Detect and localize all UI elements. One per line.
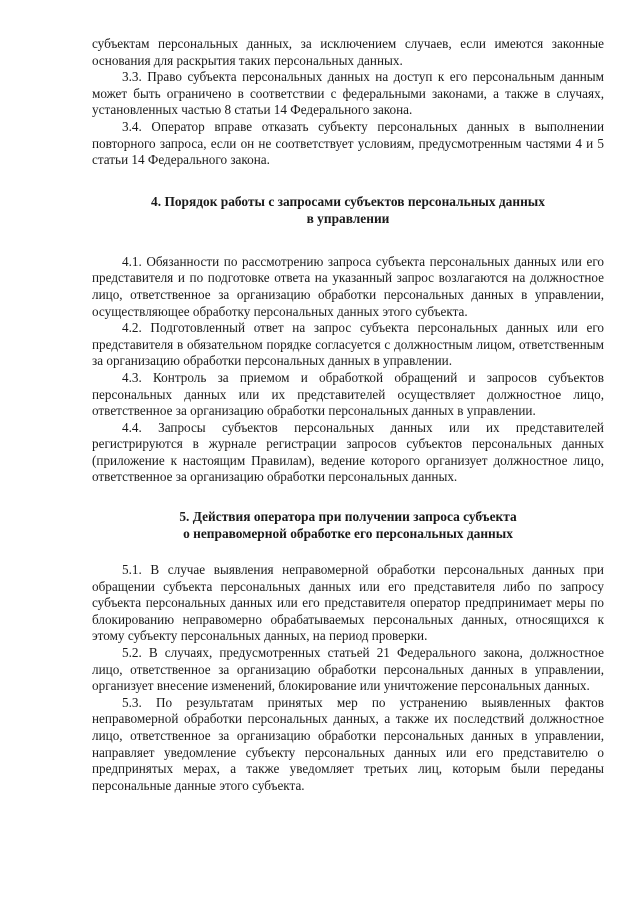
paragraph-4-1: 4.1. Обязанности по рассмотрению запроса субъекта персональных данных или его представителя и по подготовке ответа на указанный запрос возлагаются на должностное лицо, ответственное за организацию обработки персональных данных в управлении, осуществляющее обработку персональных данных этого субъекта. (92, 253, 604, 319)
section-5-heading-line-2: о неправомерной обработке его персональных данных (183, 526, 513, 542)
paragraph-4-4: 4.4. Запросы субъектов персональных данных или их представителей регистрируются в журнале регистрации запросов субъектов персональных данных (приложение к настоящим Правилам), ведение которого организует должностное лицо, ответственное за организацию обработки персональных данных. (92, 419, 604, 485)
document-page (92, 36, 604, 794)
paragraph-4-2: 4.2. Подготовленный ответ на запрос субъекта персональных данных или его представителя в обязательном порядке согласуется с должностным лицом, ответственным за организацию обработки персональных данных в управлении. (92, 320, 604, 369)
paragraph-3-4: 3.4. Оператор вправе отказать субъекту персональных данных в выполнении повторного запроса, если он не соответствует условиям, предусмотренным частями 4 и 5 статьи 14 Федерального закона. (92, 118, 604, 168)
section-4-heading-line-1: 4. Порядок работы с запросами субъектов персональных данных (151, 193, 545, 209)
paragraph-3-3: 3.3. Право субъекта персональных данных на доступ к его персональным данным может быть ограничено в соответствии с федеральными законами, а также в случаях, установленных частью 8 статьи 14 Федерального закона. (92, 69, 604, 118)
paragraph-5-3: 5.3. По результатам принятых мер по устранению выявленных фактов неправомерной обработки персональных данных, а также их последствий должностное лицо, ответственное за организацию обработки персональных данных в управлении, направляет уведомление субъекту персональных данных или его представителю о предпринятых мерах, а также уведомляет третьих лиц, которым были переданы персональные данные этого субъекта. (92, 694, 604, 793)
paragraph-3-2-tail: субъектам персональных данных, за исключением случаев, если имеются законные основания для раскрытия таких персональных данных. (92, 36, 604, 68)
paragraph-4-3: 4.3. Контроль за приемом и обработкой обращений и запросов субъектов персональных данных или их представителей осуществляет должностное лицо, ответственное за организацию обработки персональных данных в управлении. (92, 369, 604, 419)
section-4-heading-line-2: в управлении (306, 210, 390, 226)
paragraph-5-2: 5.2. В случаях, предусмотренных статьей 21 Федерального закона, должностное лицо, ответственное за организацию обработки персональных данных в управлении, организует внесение изменений, блокирование или уничтожение персональных данных. (92, 645, 604, 694)
paragraph-5-1: 5.1. В случае выявления неправомерной обработки персональных данных при обращении субъекта персональных данных или его представителя либо по запросу субъекта персональных данных или его представителя оператор предпринимает меры по блокированию неправомерно обрабатываемых персональных данных, относящихся к этому субъекту персональных данных, на период проверки. (92, 562, 604, 644)
section-5-heading-line-1: 5. Действия оператора при получении запроса субъекта (179, 509, 517, 525)
